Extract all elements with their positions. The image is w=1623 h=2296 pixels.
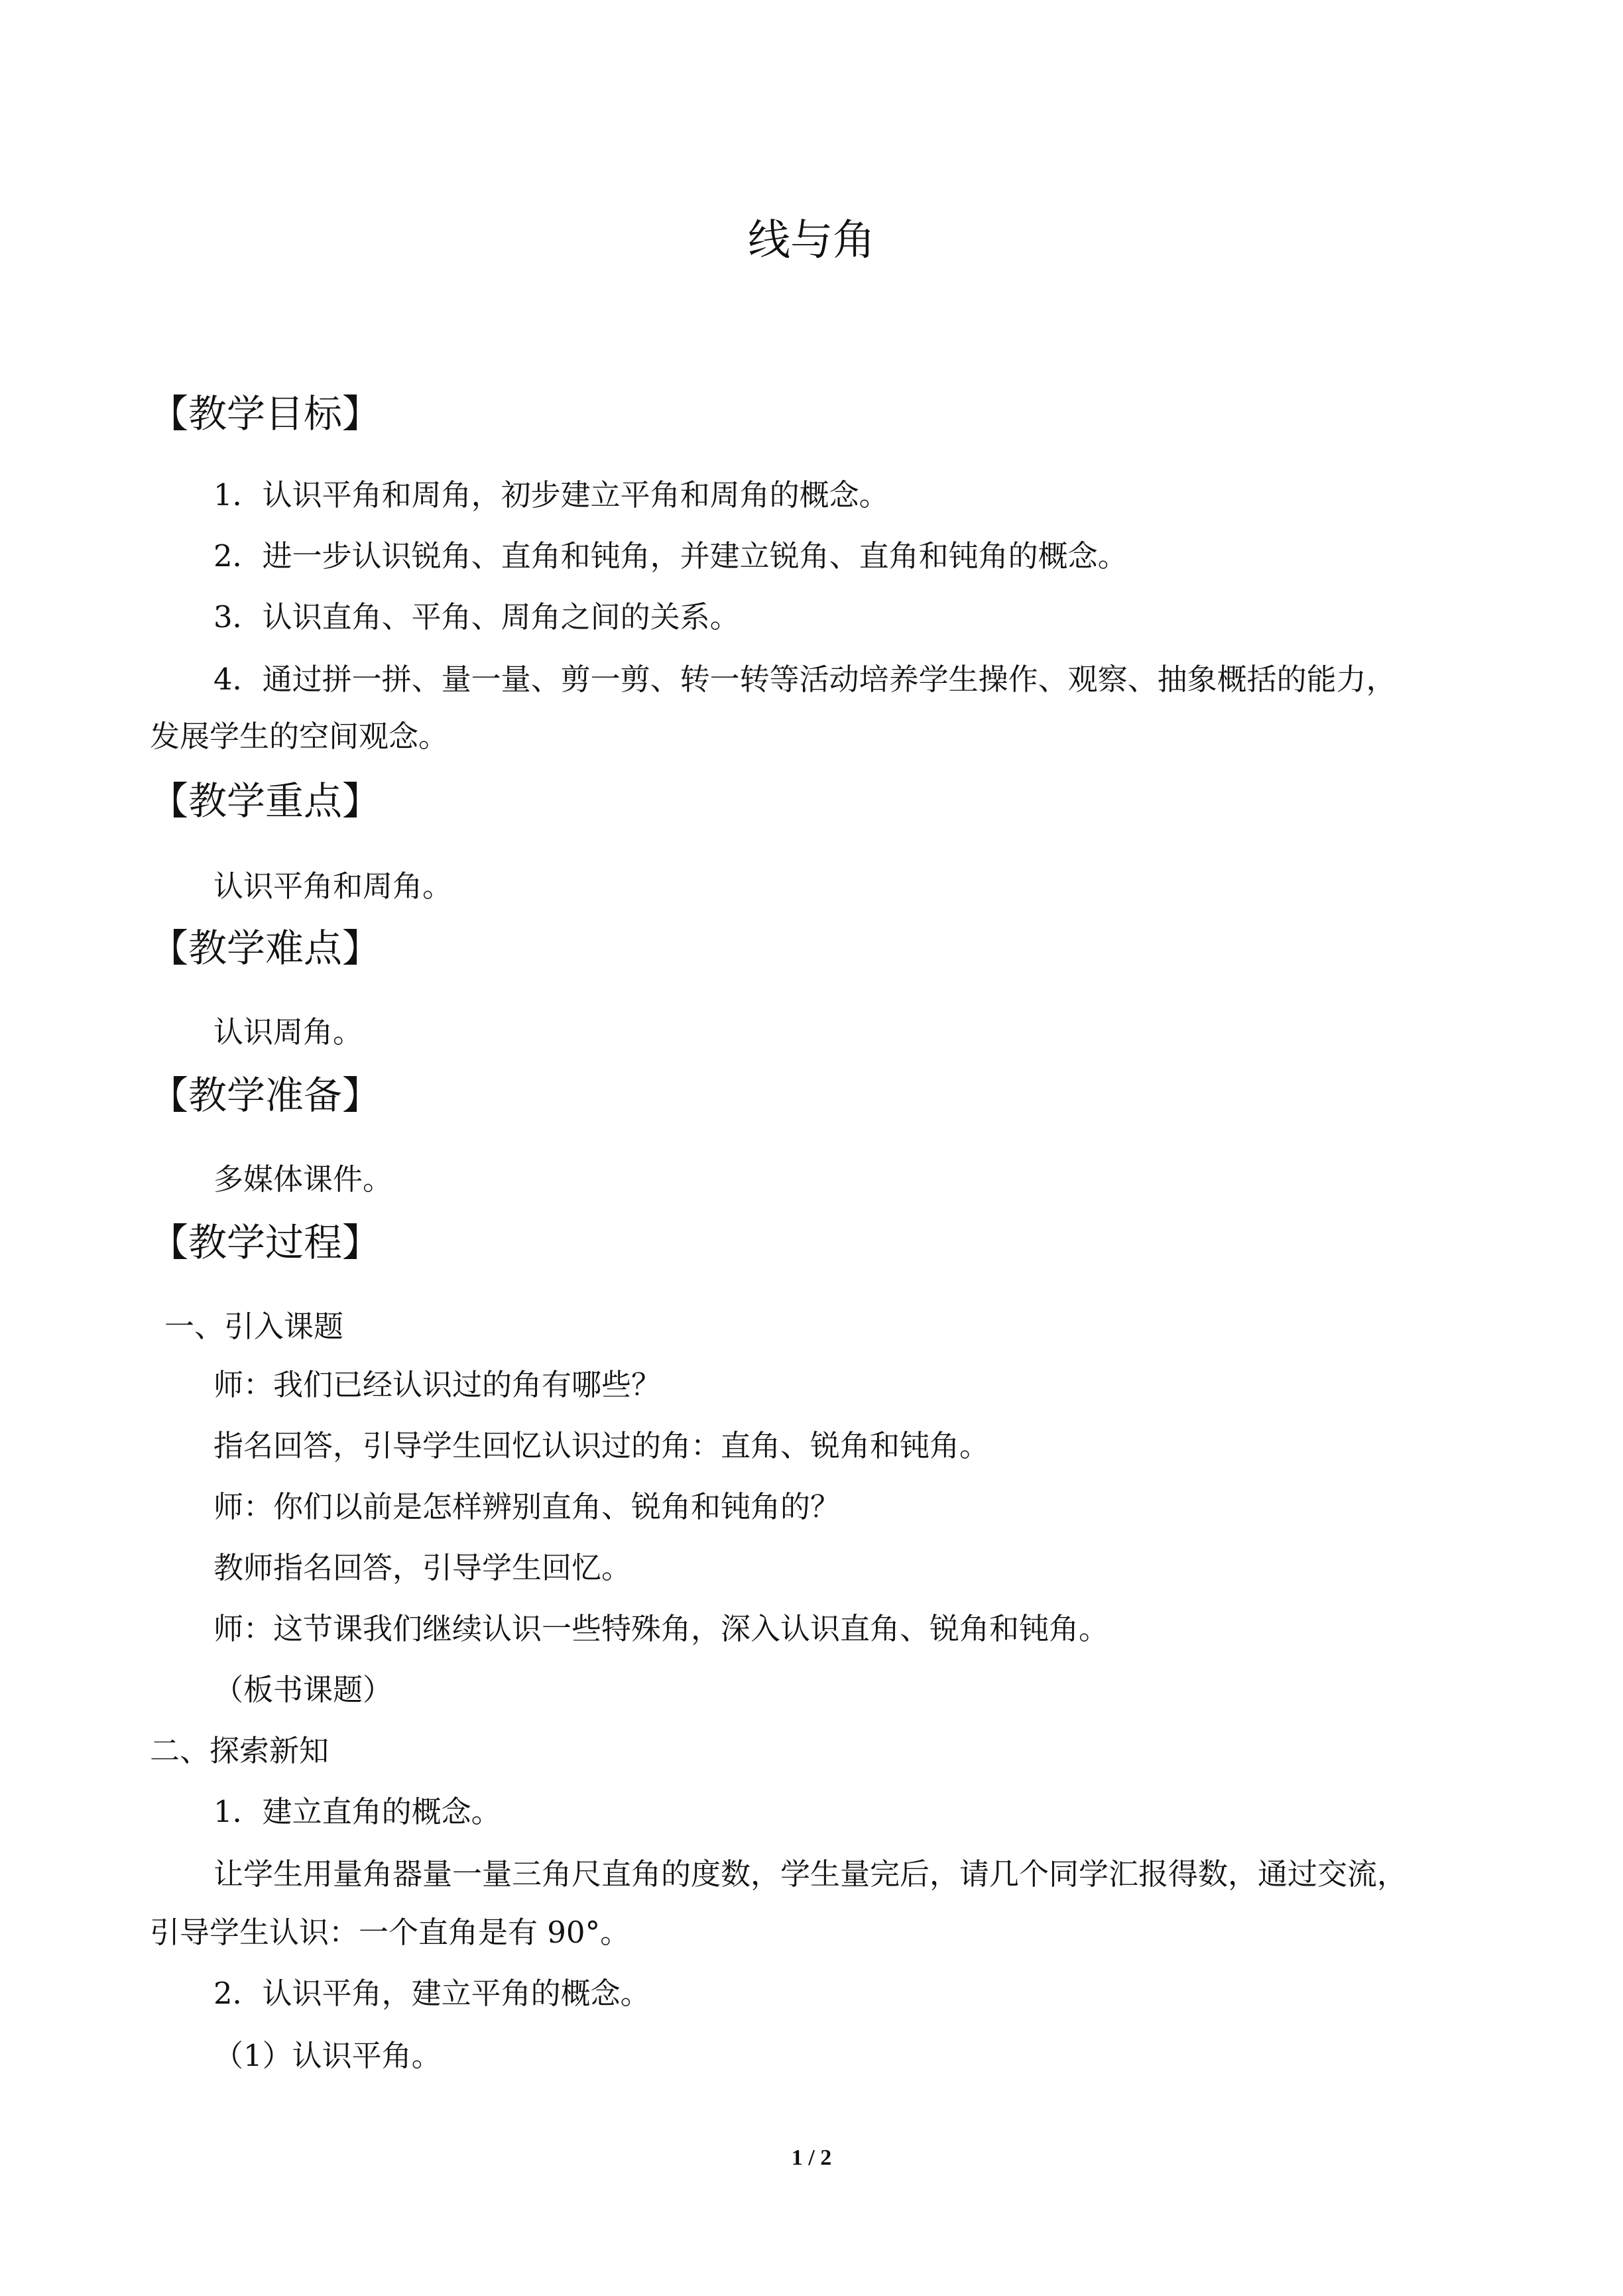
key-points-heading: 【教学重点】 (150, 778, 381, 823)
objective-item-3: 3．认识直角、平角、周角之间的关系。 (213, 599, 740, 634)
objective-item-1: 1．认识平角和周角，初步建立平角和周角的概念。 (213, 477, 889, 513)
part1-title: 一、引入课题 (164, 1309, 344, 1344)
difficulties-text: 认识周角。 (213, 1014, 363, 1050)
part2-line-4: 2．认识平角，建立平角的概念。 (213, 1976, 650, 2011)
part1-line-5: 师：这节课我们继续认识一些特殊角，深入认识直角、锐角和钝角。 (213, 1611, 1109, 1646)
part2-line-1: 1．建立直角的概念。 (213, 1794, 501, 1829)
difficulties-heading: 【教学难点】 (150, 926, 381, 971)
preparation-heading: 【教学准备】 (150, 1073, 381, 1118)
objective-item-4: 4．通过拼一拼、量一量、剪一剪、转一转等活动培养学生操作、观察、抽象概括的能力， (213, 662, 1396, 697)
part1-line-3: 师：你们以前是怎样辨别直角、锐角和钝角的？ (213, 1489, 841, 1524)
part1-line-2: 指名回答，引导学生回忆认识过的角：直角、锐角和钝角。 (213, 1428, 990, 1463)
part2-line-3: 引导学生认识：一个直角是有 90°。 (150, 1915, 631, 1950)
part1-line-6: （板书课题） (213, 1672, 393, 1707)
part2-title: 二、探索新知 (150, 1733, 330, 1768)
objective-item-4-continued: 发展学生的空间观念。 (150, 719, 449, 754)
objective-item-2: 2．进一步认识锐角、直角和钝角，并建立锐角、直角和钝角的概念。 (213, 538, 1128, 574)
part2-line-5: （1）认识平角。 (213, 2038, 442, 2073)
part1-line-1: 师：我们已经认识过的角有哪些？ (213, 1367, 662, 1402)
page-number: 1 / 2 (791, 2145, 832, 2170)
process-heading: 【教学过程】 (150, 1220, 381, 1265)
key-points-text: 认识平角和周角。 (213, 869, 453, 904)
part1-line-4: 教师指名回答，引导学生回忆。 (213, 1550, 632, 1585)
part2-line-2: 让学生用量角器量一量三角尺直角的度数，学生量完后，请几个同学汇报得数，通过交流， (213, 1856, 1408, 1892)
preparation-text: 多媒体课件。 (213, 1162, 393, 1197)
page-title: 线与角 (748, 216, 875, 265)
objectives-heading: 【教学目标】 (150, 391, 381, 436)
